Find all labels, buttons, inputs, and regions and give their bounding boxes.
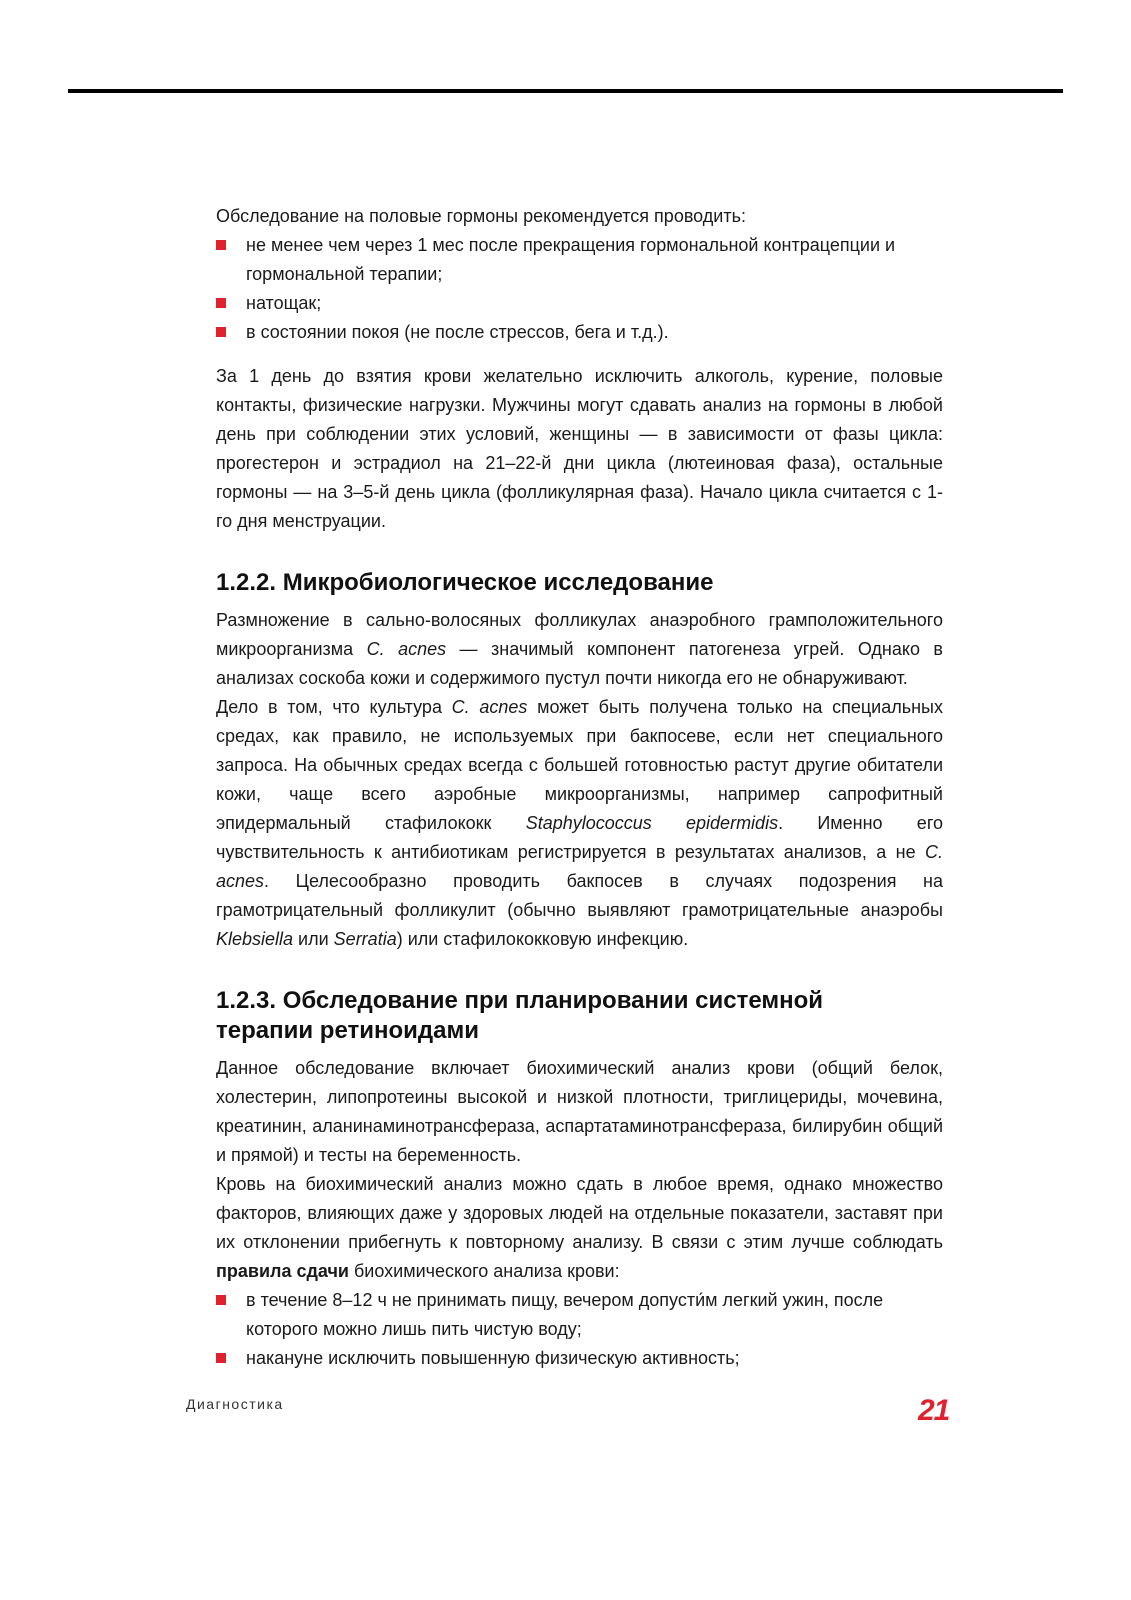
- spacer: [216, 347, 943, 362]
- text-run: Кровь на биохимический анализ можно сдать в любое время, однако множество факторов, влияющих даже у здоровых людей на отдельные показатели, заставят при их отклонении прибегнуть к повторному анализу. В связи с этим лучше соблюдать: [216, 1174, 943, 1252]
- list-item: [216, 289, 943, 318]
- section-heading-1-2-3: [216, 986, 943, 1046]
- list-item: [216, 318, 943, 347]
- list-item-text: в состоянии покоя (не после стрессов, бега и т.д.).: [246, 322, 669, 342]
- spacer: [216, 954, 943, 986]
- species-name: Staphylococcus epidermidis: [525, 813, 779, 833]
- page-content: [216, 202, 943, 1373]
- intro-bullet-list: [216, 231, 943, 347]
- section-1-2-2-paragraph-1: [216, 606, 943, 693]
- spacer: [216, 536, 943, 568]
- species-name: C. acnes: [366, 639, 447, 659]
- text-run: . Целесообразно проводить бакпосев в случаях подозрения на грамотрицательный фолликулит (обычно выявляют грамотрицательные анаэробы: [216, 871, 943, 920]
- running-footer-label: Диагностика: [186, 1396, 284, 1412]
- section-1-2-2-paragraph-2: [216, 693, 943, 954]
- text-run: Дело в том, что культура: [216, 697, 452, 717]
- bullet-square-icon: [216, 1295, 226, 1305]
- spacer: [216, 1046, 943, 1054]
- bullet-square-icon: [216, 240, 226, 250]
- list-item-text: в течение 8–12 ч не принимать пищу, вечером допусти́м легкий ужин, после которого можно лишь пить чистую воду;: [246, 1290, 884, 1339]
- bold-term: правила сдачи: [216, 1261, 349, 1281]
- text-run: может быть получена только на специальных средах, как правило, не используемых при бакпосеве, если нет специального запроса. На обычных средах всегда с большей готовностью растут другие обитатели кожи, чаще всего аэробные микроорганизмы, например сапрофитный эпидермальный стафилококк: [216, 697, 943, 833]
- top-rule: [68, 89, 1063, 93]
- list-item: [216, 1344, 943, 1373]
- text-run: — значимый компонент патогенеза угрей. Однако в анализах соскоба кожи и содержимого пустул почти никогда его не обнаруживают.: [216, 639, 943, 688]
- page-number: 21: [918, 1394, 950, 1427]
- spacer: [216, 598, 943, 606]
- list-item-text: накануне исключить повышенную физическую активность;: [246, 1348, 740, 1368]
- intro-lead: Обследование на половые гормоны рекомендуется проводить:: [216, 206, 746, 226]
- species-name: C. acnes: [216, 842, 943, 891]
- text-run: ) или стафилококковую инфекцию.: [396, 929, 689, 949]
- list-item-text: не менее чем через 1 мес после прекращения гормональной контрацепции и гормональной терапии;: [246, 235, 896, 284]
- list-item: [216, 1286, 943, 1344]
- bullet-square-icon: [216, 327, 226, 337]
- heading-line: терапии ретиноидами: [216, 1017, 479, 1044]
- heading-line: 1.2.3. Обследование при планировании системной: [216, 987, 824, 1014]
- section-heading-1-2-2: 1.2.2. Микробиологическое исследование: [216, 569, 714, 596]
- text-run: или: [293, 929, 334, 949]
- bullet-square-icon: [216, 298, 226, 308]
- intro-paragraph: За 1 день до взятия крови желательно исключить алкоголь, курение, половые контакты, физические нагрузки. Мужчины могут сдавать анализ на гормоны в любой день при соблюдении этих условий, женщины — в зависимости от фазы цикла: прогестерон и эстрадиол на 21–22-й дни цикла (лютеиновая фаза), остальные гормоны — на 3–5-й день цикла (фолликулярная фаза). Начало цикла считается с 1-го дня менструации.: [216, 366, 943, 531]
- text-run: Размножение в сально-волосяных фолликулах анаэробного грамположительного микроорганизма: [216, 610, 943, 659]
- text-run: . Именно его чувствительность к антибиотикам регистрируется в результатах анализов, а не: [216, 813, 943, 862]
- bullet-square-icon: [216, 1353, 226, 1363]
- species-name: C. acnes: [451, 697, 528, 717]
- list-item-text: натощак;: [246, 293, 322, 313]
- list-item: [216, 231, 943, 289]
- genus-name: Klebsiella: [216, 929, 294, 949]
- section-1-2-3-paragraph-1: Данное обследование включает биохимический анализ крови (общий белок, холестерин, липопротеины высокой и низкой плотности, триглицериды, мочевина, креатинин, аланинаминотрансфераза, аспартатаминотрансфераза, билирубин общий и прямой) и тесты на беременность.: [216, 1058, 943, 1165]
- section-1-2-3-bullet-list: [216, 1286, 943, 1373]
- section-1-2-3-paragraph-2: [216, 1170, 943, 1286]
- genus-name: Serratia: [333, 929, 397, 949]
- text-run: биохимического анализа крови:: [348, 1261, 620, 1281]
